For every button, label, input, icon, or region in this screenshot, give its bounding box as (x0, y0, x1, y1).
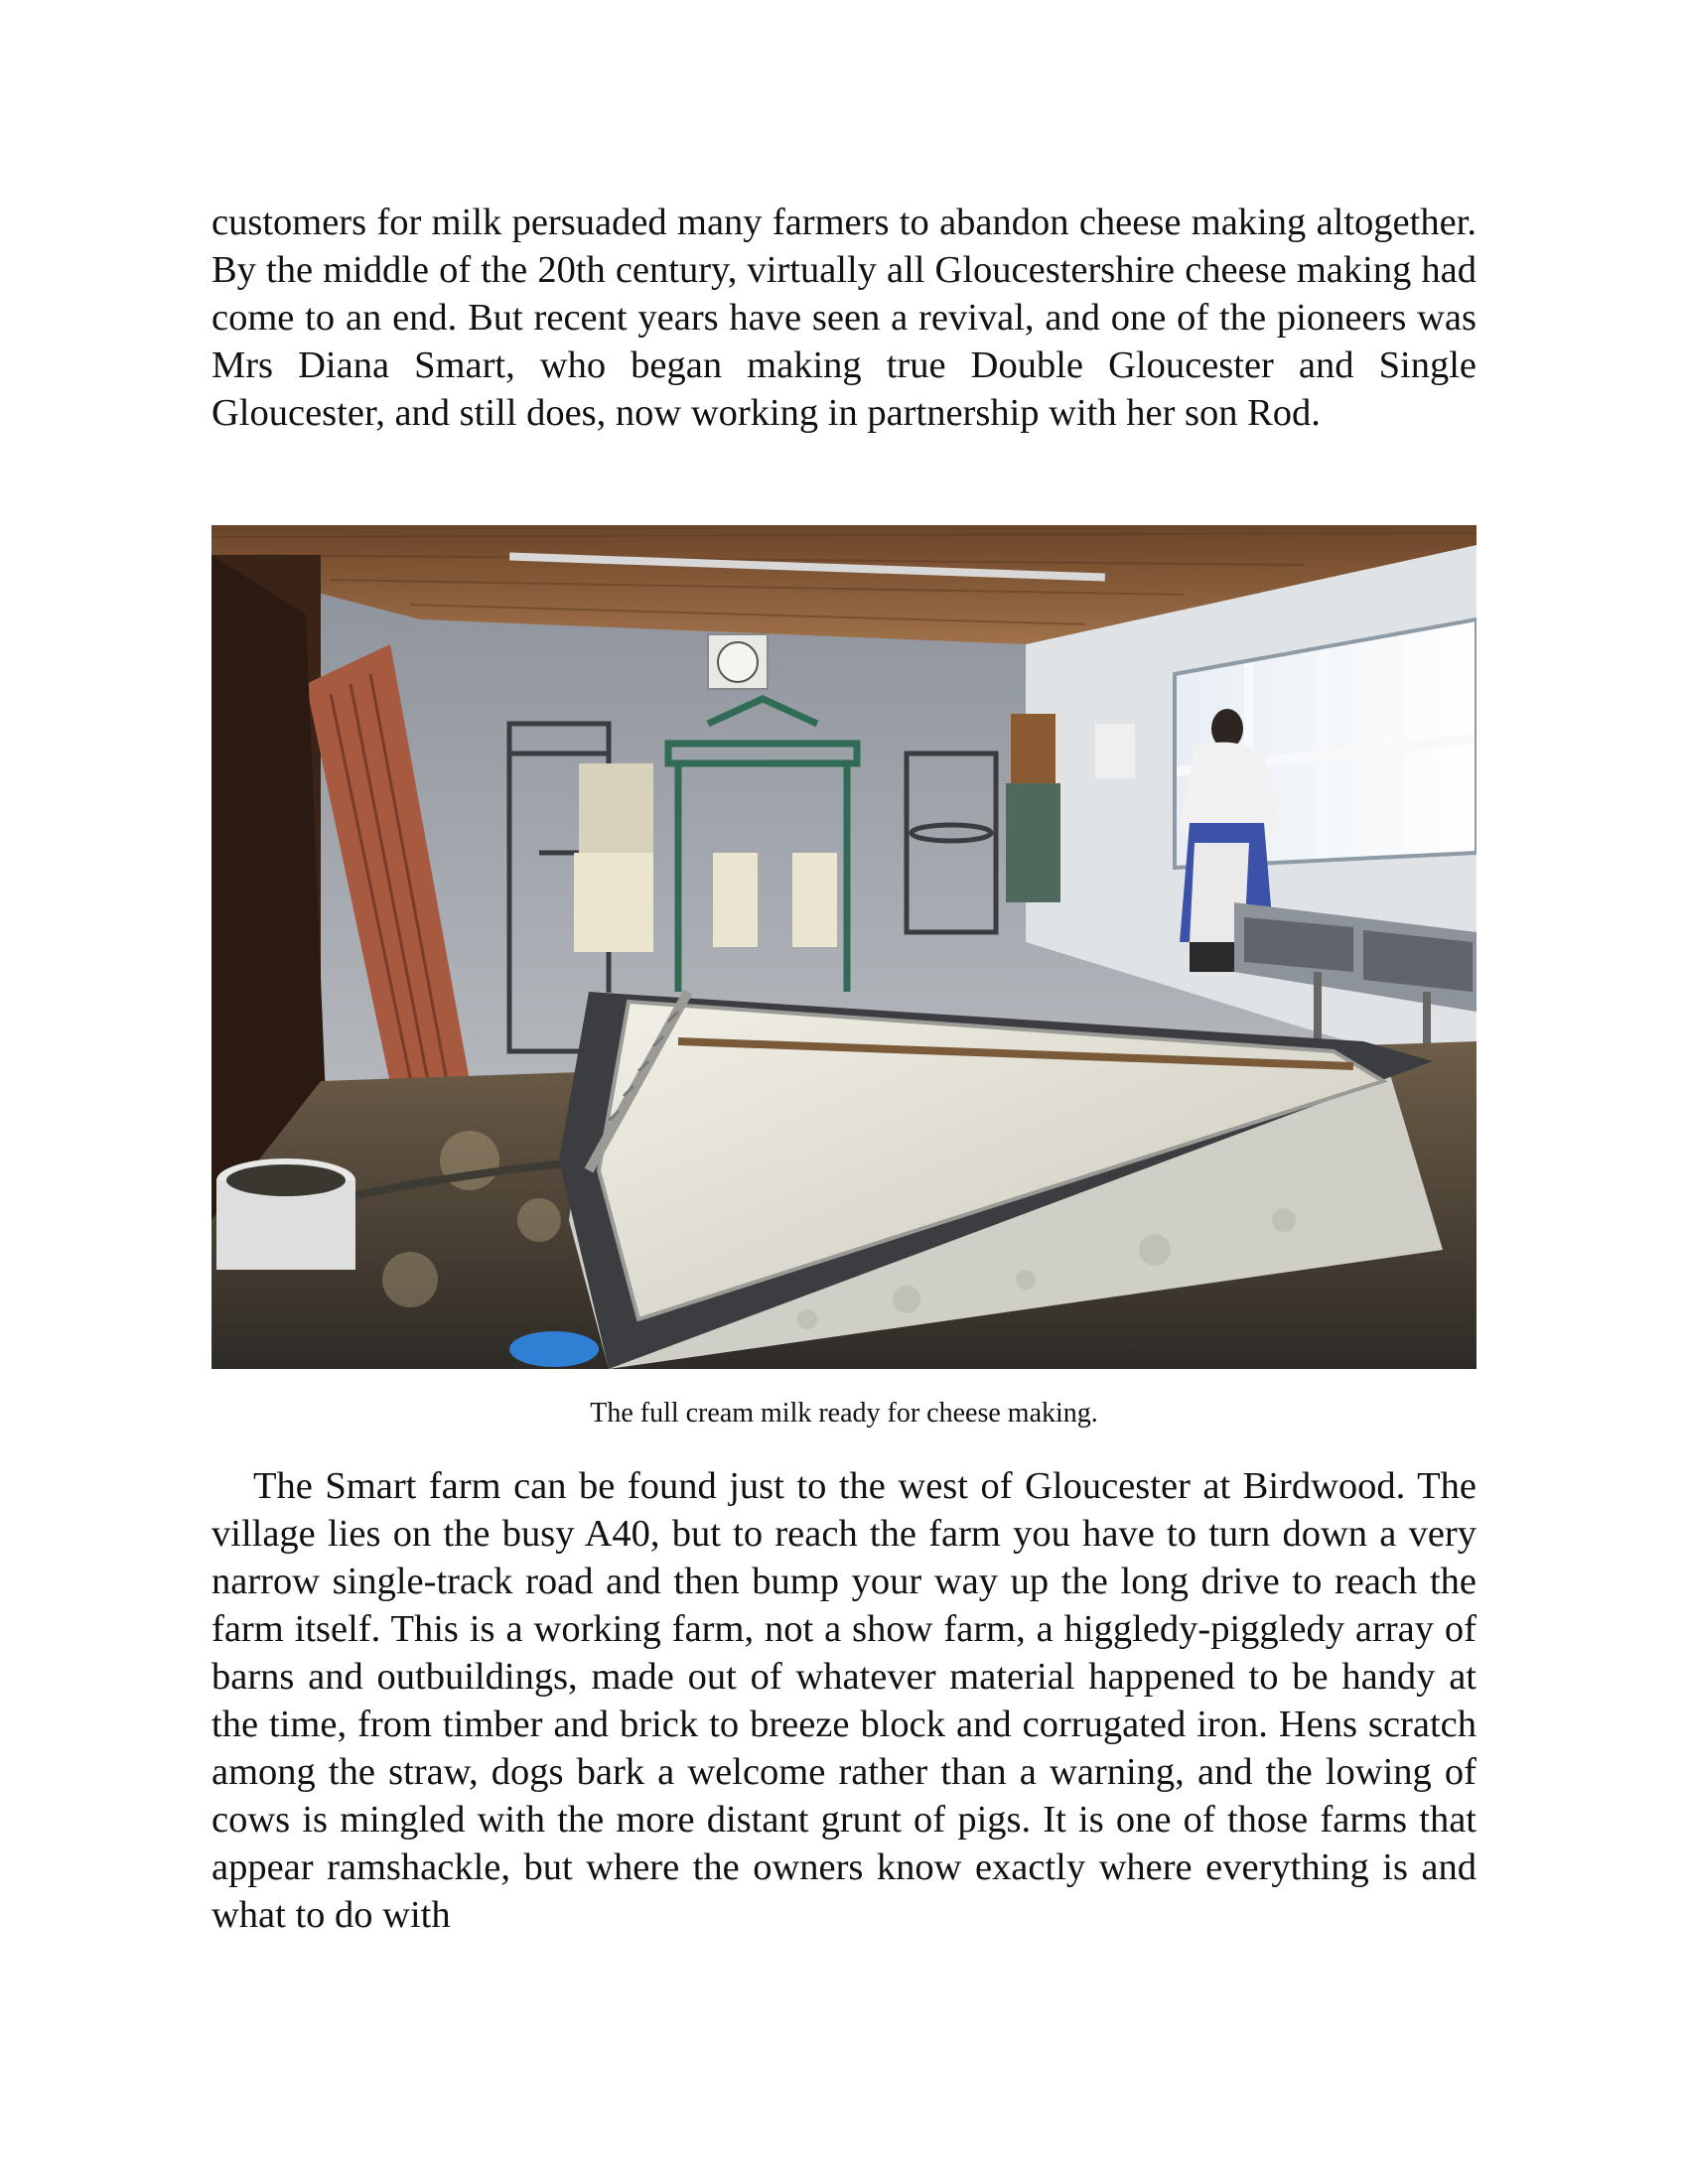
cheese-dairy-photo (211, 525, 1477, 1369)
body-paragraph-bottom: The Smart farm can be found just to the west of Gloucester at Birdwood. The village lies on the busy A40, but to reach the farm you have to turn down a very narrow single-track road and then bump your way up the long drive to reach the farm itself. This is a working farm, not a show farm, a higgledy-piggledy array of barns and outbuildings, made out of whatever material happened to be handy at the time, from timber and brick to breeze block and corrugated iron. Hens scratch among the straw, dogs bark a welcome rather than a warning, and the lowing of cows is mingled with the more distant grunt of pigs. It is one of those farms that appear ramshackle, but where the owners know exactly where everything is and what to do with (211, 1465, 1477, 1936)
figure-caption: The full cream milk ready for cheese making. (590, 1398, 1098, 1429)
body-paragraph-top: customers for milk persuaded many farmers to abandon cheese making altogether. By the middle of the 20th century, virtually all Gloucestershire cheese making had come to an end. But recent years have seen a revival, and one of the pioneers was Mrs Diana Smart, who began making true Double Gloucester and Single Gloucester, and still does, now working in partnership with her son Rod. (211, 202, 1477, 434)
dairy-scene-illustration (211, 525, 1477, 1369)
